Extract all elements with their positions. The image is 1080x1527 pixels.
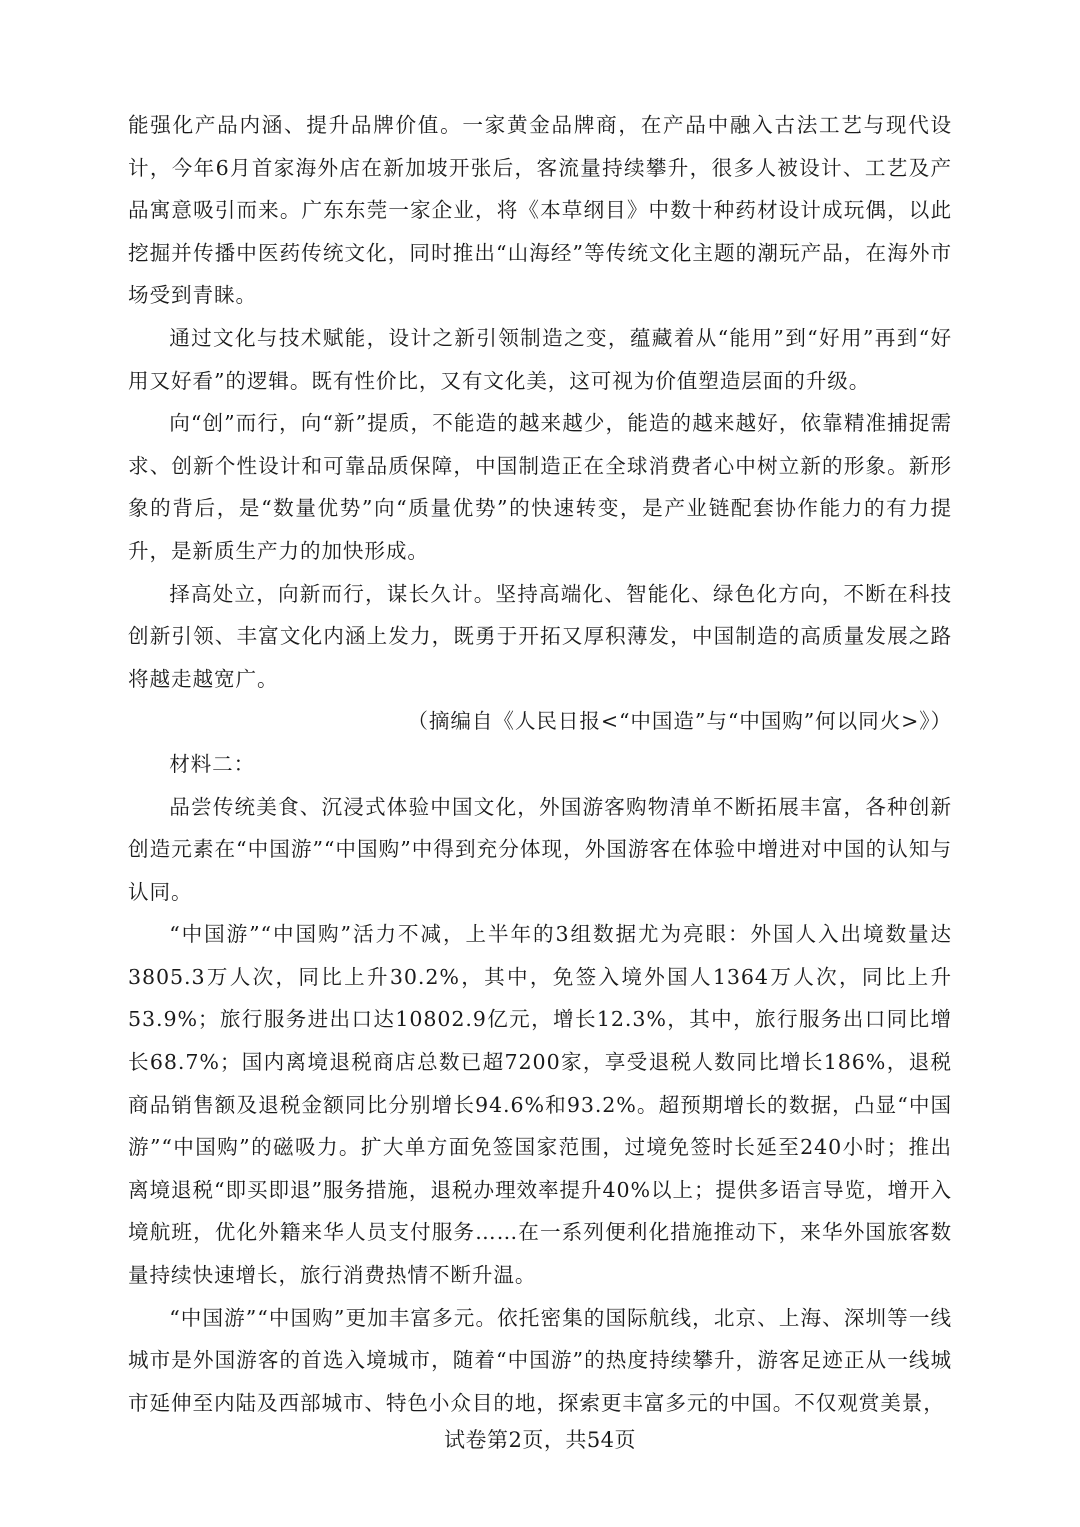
source-citation: （摘编自《人民日报<“中国造”与“中国购”何以同火>》） (407, 709, 952, 734)
paragraph: 择高处立，向新而行，谋长久计。坚持高端化、智能化、绿色化方向，不断在科技创新引领、丰富文化内涵上发力，既勇于开拓又厚积薄发，中国制造的高质量发展之路将越走越宽广。 (128, 581, 952, 691)
page-footer: 试卷第2页，共54页 (443, 1428, 637, 1452)
paragraph: “中国游”“中国购”更加丰富多元。依托密集的国际航线，北京、上海、深圳等一线城市是外国游客的首选入境城市，随着“中国游”的热度持续攀升，游客足迹正从一线城市延伸至内陆及西部城市、特色小众目的地，探索更丰富多元的中国。不仅观赏美景， (128, 1305, 952, 1415)
paragraph: “中国游”“中国购”活力不减，上半年的3组数据尤为亮眼：外国人入出境数量达3805.3万人次，同比上升30.2%，其中，免签入境外国人1364万人次，同比上升53.9%；旅行服务进出口达10802.9亿元，增长12.3%，其中，旅行服务出口同比增长68.7%；国内离境退税商店总数已超7200家，享受退税人数同比增长186%，退税商品销售额及退税金额同比分别增长94.6%和93.2%。超预期增长的数据，凸显“中国游”“中国购”的磁吸力。扩大单方面免签国家范围，过境免签时长延至240小时；推出离境退税“即买即退”服务措施，退税办理效率提升40%以上；提供多语言导览，增开入境航班，优化外籍来华人员支付服务……在一系列便利化措施推动下，来华外国旅客数量持续快速增长，旅行消费热情不断升温。 (128, 922, 952, 1288)
paragraph: 通过文化与技术赋能，设计之新引领制造之变，蕴藏着从“能用”到“好用”再到“好用又好看”的逻辑。既有性价比，又有文化美，这可视为价值塑造层面的升级。 (128, 325, 952, 393)
paragraph: 向“创”而行，向“新”提质，不能造的越来越少，能造的越来越好，依靠精准捕捉需求、创新个性设计和可靠品质保障，中国制造正在全球消费者心中树立新的形象。新形象的背后，是“数量优势”向“质量优势”的快速转变，是产业链配套协作能力的有力提升，是新质生产力的加快形成。 (128, 411, 952, 563)
section-heading: 材料二： (169, 751, 256, 776)
paragraph: 品尝传统美食、沉浸式体验中国文化，外国游客购物清单不断拓展丰富，各种创新创造元素在“中国游”“中国购”中得到充分体现，外国游客在体验中增进对中国的认知与认同。 (128, 794, 952, 904)
paragraph-continuation: 能强化产品内涵、提升品牌价值。一家黄金品牌商，在产品中融入古法工艺与现代设计，今年6月首家海外店在新加坡开张后，客流量持续攀升，很多人被设计、工艺及产品寓意吸引而来。广东东莞一家企业，将《本草纲目》中数十种药材设计成玩偶，以此挖掘并传播中医药传统文化，同时推出“山海经”等传统文化主题的潮玩产品，在海外市场受到青睐。 (128, 113, 952, 308)
article-body (128, 104, 952, 1424)
